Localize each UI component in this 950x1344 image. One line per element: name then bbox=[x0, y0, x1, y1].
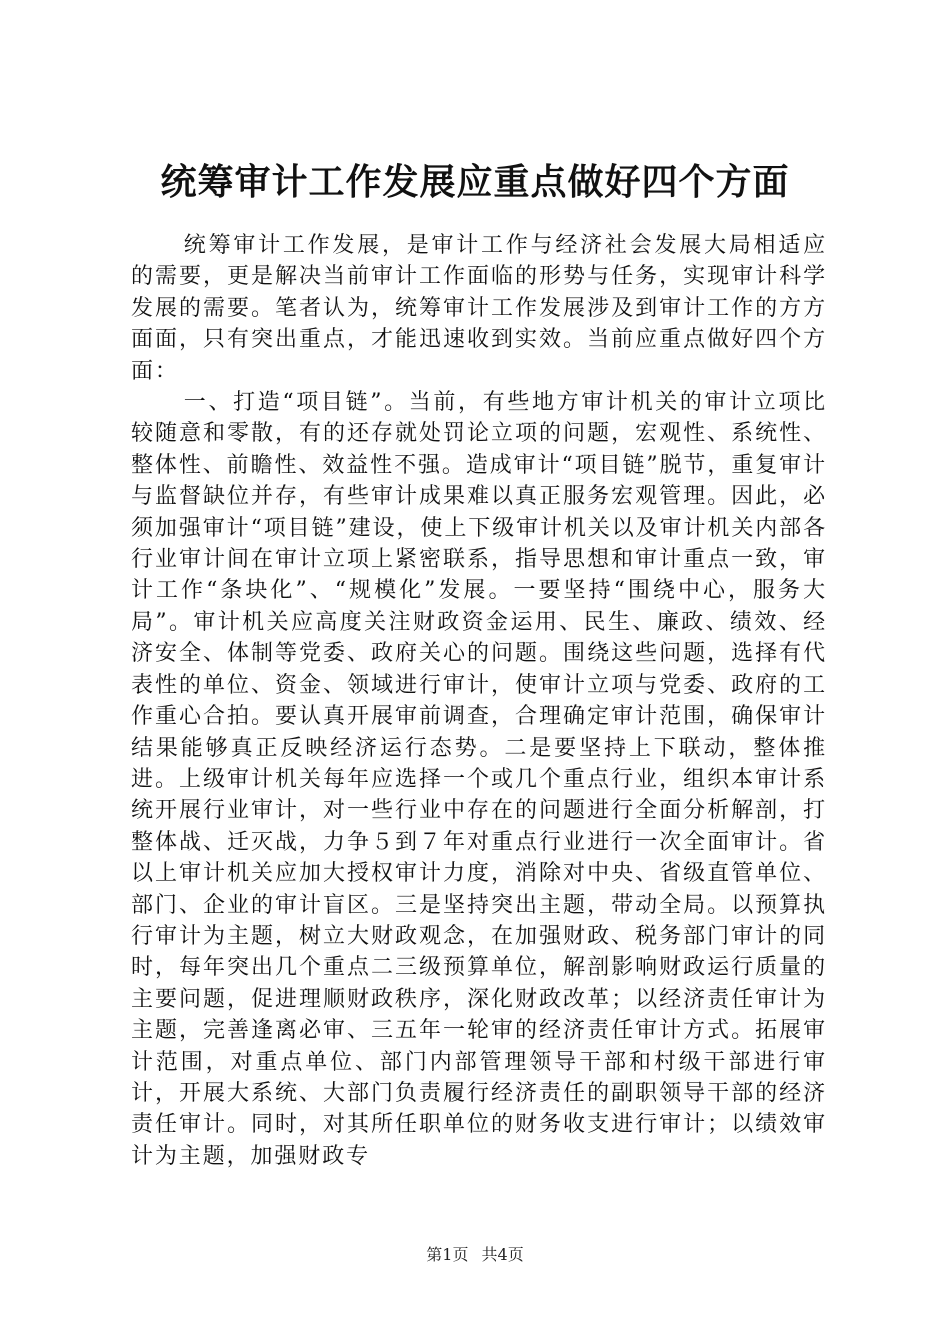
page-footer bbox=[0, 1244, 950, 1266]
paragraph-intro: 统筹审计工作发展，是审计工作与经济社会发展大局相适应的需要，更是解决当前审计工作面临的形势与任务，实现审计科学发展的需要。笔者认为，统筹审计工作发展涉及到审计工作的方方面面，只有突出重点，才能迅速收到实效。当前应重点做好四个方面： bbox=[131, 233, 827, 384]
page-total: 共4页 bbox=[481, 1245, 524, 1264]
document-body bbox=[131, 230, 827, 1172]
page-number: 第1页 bbox=[426, 1245, 469, 1264]
document-title: 统筹审计工作发展应重点做好四个方面 bbox=[160, 161, 790, 203]
paragraph-section-one: 一、打造“项目链”。当前，有些地方审计机关的审计立项比较随意和零散，有的还存就处罚论立项的问题，宏观性、系统性、整体性、前瞻性、效益性不强。造成审计“项目链”脱节，重复审计与监督缺位并存，有些审计成果难以真正服务宏观管理。因此，必须加强审计“项目链”建设，使上下级审计机关以及审计机关内部各行业审计间在审计立项上紧密联系，指导思想和审计重点一致，审计工作“条块化”、“规模化”发展。一要坚持“围绕中心，服务大局”。审计机关应高度关注财政资金运用、民生、廉政、绩效、经济安全、体制等党委、政府关心的问题。围绕这些问题，选择有代表性的单位、资金、领域进行审计，使审计立项与党委、政府的工作重心合拍。要认真开展审前调查，合理确定审计范围，确保审计结果能够真正反映经济运行态势。二是要坚持上下联动，整体推进。上级审计机关每年应选择一个或几个重点行业，组织本审计系统开展行业审计，对一些行业中存在的问题进行全面分析解剖，打整体战、迁灭战，力争５到７年对重点行业进行一次全面审计。省以上审计机关应加大授权审计力度，消除对中央、省级直管单位、部门、企业的审计盲区。三是坚持突出主题，带动全局。以预算执行审计为主题，树立大财政观念，在加强财政、税务部门审计的同时，每年突出几个重点二三级预算单位，解剖影响财政运行质量的主要问题，促进理顺财政秩序，深化财政改革；以经济责任审计为主题，完善逢离必审、三五年一轮审的经济责任审计方式。拓展审计范围，对重点单位、部门内部管理领导干部和村级干部进行审计，开展大系统、大部门负责履行经济责任的副职领导干部的经济责任审计。同时，对其所任职单位的财务收支进行审计；以绩效审计为主题，加强财政专 bbox=[131, 390, 827, 1169]
